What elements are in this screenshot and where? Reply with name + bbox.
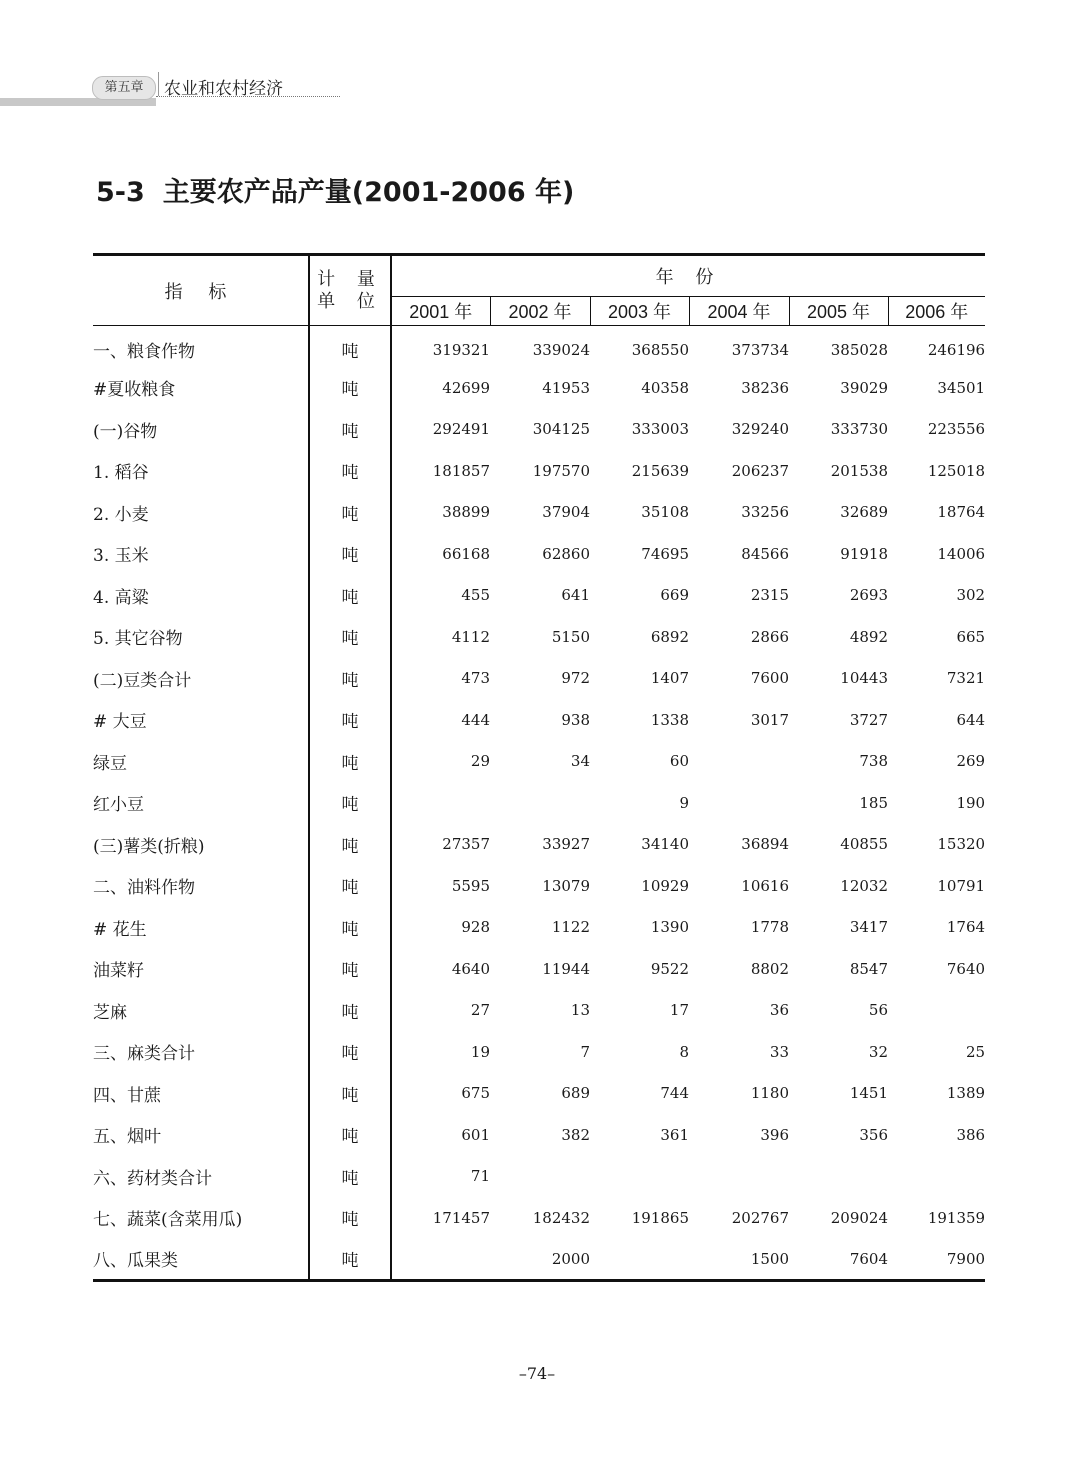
- value-cell: 33: [769, 1042, 789, 1061]
- value-cell: 201538: [830, 461, 888, 480]
- table-row: [93, 326, 985, 368]
- table-row: [93, 1031, 985, 1073]
- value-cell: 339024: [532, 340, 590, 359]
- value-cell: [888, 990, 985, 1032]
- value-cell: 1778: [750, 918, 789, 937]
- unit-cell: 吨: [309, 533, 391, 575]
- indicator-cell: 2. 小麦: [93, 492, 309, 534]
- table-header: [93, 255, 985, 326]
- unit-cell: 吨: [309, 575, 391, 617]
- value-cell: 66168: [442, 544, 490, 563]
- value-cell: 33927: [542, 835, 590, 854]
- value-cell: 444: [461, 710, 490, 729]
- indicator-cell: 三、麻类合计: [93, 1031, 309, 1073]
- value-cell: 38899: [442, 503, 490, 522]
- production-table: [93, 253, 985, 1282]
- unit-cell: 吨: [309, 865, 391, 907]
- value-cell: [391, 782, 490, 824]
- value-cell: [888, 1156, 985, 1198]
- value-cell: 32689: [840, 503, 888, 522]
- table-row: [93, 782, 985, 824]
- value-cell: 202767: [731, 1208, 789, 1227]
- table-row: [93, 824, 985, 866]
- value-cell: 7640: [946, 959, 986, 978]
- value-cell: 644: [956, 710, 986, 729]
- value-cell: 36: [769, 1001, 789, 1020]
- indicator-cell: # 花生: [93, 907, 309, 949]
- table-title: [96, 170, 574, 209]
- value-cell: [689, 782, 789, 824]
- table-row: [93, 1239, 985, 1281]
- chapter-title: 农业和农村经济: [164, 79, 283, 99]
- value-cell: 9: [679, 793, 689, 812]
- table-title-text: 主要农产品产量(2001-2006 年): [162, 177, 575, 208]
- value-cell: 938: [561, 710, 590, 729]
- value-cell: 455: [461, 586, 490, 605]
- table-row: [93, 1073, 985, 1115]
- indicator-header: 指 标: [93, 255, 309, 326]
- unit-cell: 吨: [309, 699, 391, 741]
- value-cell: 13: [570, 1001, 590, 1020]
- indicator-cell: # 大豆: [93, 699, 309, 741]
- table-row: [93, 492, 985, 534]
- unit-cell: 吨: [309, 782, 391, 824]
- value-cell: 2315: [750, 586, 789, 605]
- value-cell: 1122: [551, 918, 590, 937]
- value-cell: 182432: [532, 1208, 590, 1227]
- value-cell: 2000: [551, 1249, 590, 1268]
- value-cell: 56: [868, 1001, 888, 1020]
- value-cell: 738: [859, 752, 888, 771]
- table-row: [93, 741, 985, 783]
- value-cell: 9522: [650, 959, 689, 978]
- value-cell: 8802: [750, 959, 789, 978]
- value-cell: 385028: [830, 340, 888, 359]
- table-row: [93, 907, 985, 949]
- value-cell: 125018: [927, 461, 986, 480]
- year-group-header: 年 份: [391, 255, 985, 297]
- value-cell: 191865: [631, 1208, 689, 1227]
- unit-cell: 吨: [309, 409, 391, 451]
- table-row: [93, 990, 985, 1032]
- table-number: 5-3: [96, 177, 145, 208]
- value-cell: 37904: [542, 503, 590, 522]
- unit-cell: 吨: [309, 326, 391, 368]
- value-cell: 33256: [741, 503, 789, 522]
- year-header: 2006 年: [888, 297, 985, 326]
- page-number: –74–: [518, 1364, 556, 1383]
- value-cell: 74695: [641, 544, 689, 563]
- unit-cell: 吨: [309, 1114, 391, 1156]
- value-cell: 29: [470, 752, 490, 771]
- unit-cell: 吨: [309, 990, 391, 1032]
- value-cell: 40358: [641, 378, 689, 397]
- value-cell: 356: [859, 1125, 888, 1144]
- year-header: 2002 年: [490, 297, 590, 326]
- indicator-cell: 二、油料作物: [93, 865, 309, 907]
- header-divider: [158, 72, 159, 96]
- value-cell: 319321: [432, 340, 490, 359]
- table-row: [93, 1156, 985, 1198]
- value-cell: 223556: [927, 420, 986, 439]
- value-cell: 246196: [927, 340, 986, 359]
- table-row: [93, 450, 985, 492]
- value-cell: 333730: [830, 420, 888, 439]
- unit-cell: 吨: [309, 492, 391, 534]
- indicator-cell: #夏收粮食: [93, 367, 309, 409]
- table-row: [93, 616, 985, 658]
- value-cell: 972: [561, 669, 590, 688]
- value-cell: 1500: [750, 1249, 789, 1268]
- value-cell: 8547: [849, 959, 888, 978]
- table-row: [93, 367, 985, 409]
- value-cell: 185: [859, 793, 888, 812]
- value-cell: 40855: [840, 835, 888, 854]
- value-cell: 1389: [946, 1084, 986, 1103]
- indicator-cell: 4. 高粱: [93, 575, 309, 617]
- unit-cell: 吨: [309, 907, 391, 949]
- table-row: [93, 409, 985, 451]
- value-cell: 302: [956, 586, 986, 605]
- value-cell: 34140: [641, 835, 689, 854]
- value-cell: 675: [461, 1084, 490, 1103]
- value-cell: 191359: [927, 1208, 986, 1227]
- table-row: [93, 533, 985, 575]
- table-row: [93, 865, 985, 907]
- indicator-cell: 1. 稻谷: [93, 450, 309, 492]
- unit-cell: 吨: [309, 1197, 391, 1239]
- unit-header: 计 量 单 位: [309, 255, 391, 326]
- value-cell: 1407: [650, 669, 689, 688]
- value-cell: 1180: [750, 1084, 789, 1103]
- value-cell: 1390: [650, 918, 689, 937]
- indicator-cell: 四、甘蔗: [93, 1073, 309, 1115]
- year-header: 2003 年: [590, 297, 689, 326]
- value-cell: 3727: [849, 710, 888, 729]
- value-cell: 35108: [641, 503, 689, 522]
- value-cell: 18764: [937, 503, 986, 522]
- table-row: [93, 1197, 985, 1239]
- year-header: 2005 年: [789, 297, 888, 326]
- indicator-cell: 油菜籽: [93, 948, 309, 990]
- value-cell: 928: [461, 918, 490, 937]
- value-cell: 689: [561, 1084, 590, 1103]
- value-cell: 4892: [849, 627, 888, 646]
- value-cell: 13079: [542, 876, 590, 895]
- value-cell: [590, 1239, 689, 1281]
- value-cell: 84566: [741, 544, 789, 563]
- unit-cell: 吨: [309, 1239, 391, 1281]
- value-cell: 7321: [946, 669, 986, 688]
- table-row: [93, 1114, 985, 1156]
- indicator-cell: 一、粮食作物: [93, 326, 309, 368]
- year-header: 2001 年: [391, 297, 490, 326]
- value-cell: 36894: [741, 835, 789, 854]
- value-cell: 10791: [937, 876, 986, 895]
- indicator-cell: (一)谷物: [93, 409, 309, 451]
- value-cell: 368550: [631, 340, 689, 359]
- value-cell: 333003: [631, 420, 689, 439]
- value-cell: 15320: [937, 835, 986, 854]
- indicator-cell: 绿豆: [93, 741, 309, 783]
- value-cell: 1451: [849, 1084, 888, 1103]
- value-cell: 14006: [937, 544, 986, 563]
- value-cell: 5595: [451, 876, 490, 895]
- value-cell: 32: [868, 1042, 888, 1061]
- value-cell: 197570: [532, 461, 590, 480]
- value-cell: 6892: [650, 627, 689, 646]
- unit-cell: 吨: [309, 948, 391, 990]
- value-cell: 373734: [731, 340, 789, 359]
- value-cell: 382: [561, 1125, 590, 1144]
- unit-cell: 吨: [309, 1031, 391, 1073]
- value-cell: 10443: [840, 669, 888, 688]
- value-cell: 665: [956, 627, 986, 646]
- value-cell: 269: [956, 752, 986, 771]
- value-cell: 7604: [849, 1249, 888, 1268]
- value-cell: 7900: [946, 1249, 986, 1268]
- running-header: [0, 70, 340, 110]
- value-cell: 206237: [731, 461, 789, 480]
- value-cell: 34501: [937, 378, 986, 397]
- unit-cell: 吨: [309, 367, 391, 409]
- value-cell: 27357: [442, 835, 490, 854]
- value-cell: [490, 1156, 590, 1198]
- indicator-cell: 红小豆: [93, 782, 309, 824]
- indicator-cell: 六、药材类合计: [93, 1156, 309, 1198]
- value-cell: 4640: [451, 959, 490, 978]
- value-cell: 71: [470, 1167, 490, 1186]
- value-cell: 744: [660, 1084, 689, 1103]
- indicator-cell: 芝麻: [93, 990, 309, 1032]
- indicator-cell: 七、蔬菜(含菜用瓜): [93, 1197, 309, 1239]
- value-cell: [590, 1156, 689, 1198]
- value-cell: 3017: [750, 710, 789, 729]
- value-cell: 386: [956, 1125, 986, 1144]
- value-cell: 329240: [731, 420, 789, 439]
- value-cell: 171457: [432, 1208, 490, 1227]
- value-cell: 19: [470, 1042, 490, 1061]
- value-cell: 91918: [840, 544, 888, 563]
- value-cell: 10616: [741, 876, 789, 895]
- unit-cell: 吨: [309, 616, 391, 658]
- value-cell: 292491: [432, 420, 490, 439]
- chapter-badge: 第五章: [92, 76, 156, 100]
- value-cell: 181857: [432, 461, 490, 480]
- value-cell: 209024: [830, 1208, 888, 1227]
- value-cell: 38236: [741, 378, 789, 397]
- value-cell: 304125: [532, 420, 590, 439]
- year-header: 2004 年: [689, 297, 789, 326]
- unit-cell: 吨: [309, 450, 391, 492]
- indicator-cell: 5. 其它谷物: [93, 616, 309, 658]
- indicator-cell: 3. 玉米: [93, 533, 309, 575]
- value-cell: 27: [470, 1001, 490, 1020]
- value-cell: 4112: [451, 627, 490, 646]
- table-row: [93, 699, 985, 741]
- value-cell: 41953: [542, 378, 590, 397]
- value-cell: 3417: [849, 918, 888, 937]
- value-cell: 2866: [750, 627, 789, 646]
- value-cell: 641: [561, 586, 590, 605]
- unit-cell: 吨: [309, 1073, 391, 1115]
- value-cell: 12032: [840, 876, 888, 895]
- value-cell: 5150: [551, 627, 590, 646]
- unit-cell: 吨: [309, 1156, 391, 1198]
- value-cell: 25: [965, 1042, 986, 1061]
- value-cell: 8: [679, 1042, 689, 1061]
- value-cell: 10929: [641, 876, 689, 895]
- value-cell: 669: [660, 586, 689, 605]
- unit-cell: 吨: [309, 658, 391, 700]
- indicator-cell: (二)豆类合计: [93, 658, 309, 700]
- value-cell: 215639: [631, 461, 689, 480]
- value-cell: 473: [461, 669, 490, 688]
- indicator-cell: 八、瓜果类: [93, 1239, 309, 1281]
- value-cell: 62860: [542, 544, 590, 563]
- value-cell: 42699: [442, 378, 490, 397]
- value-cell: 1338: [650, 710, 689, 729]
- table-body: [93, 326, 985, 1281]
- value-cell: 396: [760, 1125, 789, 1144]
- value-cell: 39029: [840, 378, 888, 397]
- value-cell: [789, 1156, 888, 1198]
- value-cell: 1764: [946, 918, 986, 937]
- indicator-cell: (三)薯类(折粮): [93, 824, 309, 866]
- value-cell: [689, 1156, 789, 1198]
- table-row: [93, 575, 985, 617]
- value-cell: 601: [461, 1125, 490, 1144]
- table-row: [93, 658, 985, 700]
- value-cell: 60: [669, 752, 689, 771]
- indicator-cell: 五、烟叶: [93, 1114, 309, 1156]
- unit-cell: 吨: [309, 741, 391, 783]
- value-cell: 7600: [750, 669, 789, 688]
- value-cell: 361: [660, 1125, 689, 1144]
- value-cell: [689, 741, 789, 783]
- value-cell: 7: [580, 1042, 590, 1061]
- value-cell: [391, 1239, 490, 1281]
- value-cell: 2693: [849, 586, 888, 605]
- value-cell: 11944: [542, 959, 590, 978]
- value-cell: 34: [570, 752, 590, 771]
- unit-cell: 吨: [309, 824, 391, 866]
- value-cell: 190: [956, 793, 986, 812]
- value-cell: 17: [669, 1001, 689, 1020]
- table-row: [93, 948, 985, 990]
- value-cell: [490, 782, 590, 824]
